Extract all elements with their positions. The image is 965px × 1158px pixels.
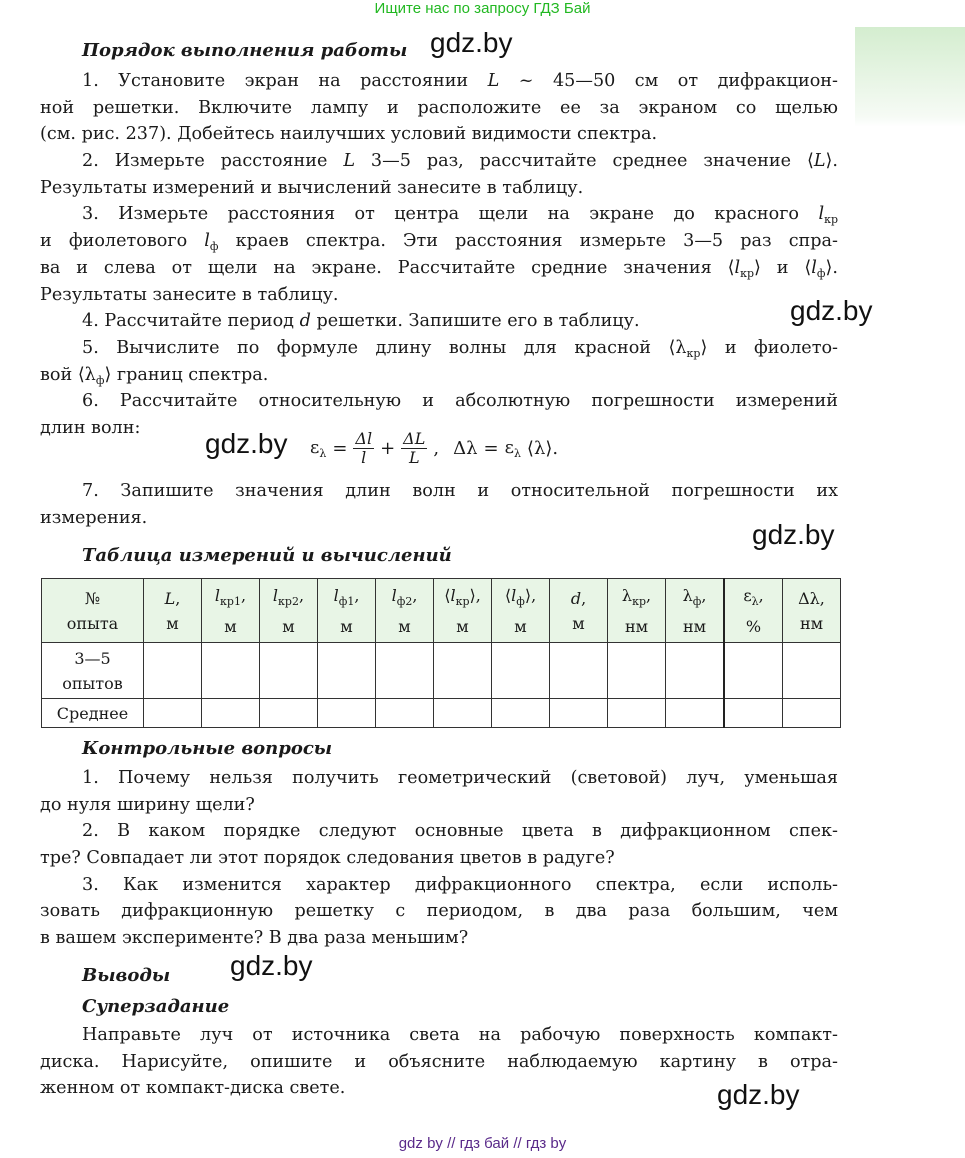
text-segment: ~ 45—50 см от дифракцион- [499,71,838,91]
header-unit: м [572,613,585,633]
text-line [40,201,838,228]
header-symbol [42,586,143,611]
text-line [40,1075,838,1102]
subscript: кр [632,594,646,608]
control-questions [40,765,838,952]
math-variable: l [734,257,741,278]
empty-cell [783,699,841,728]
text-segment: ⟩. [825,151,838,172]
text-segment: 1. Установите экран на расстоянии [82,71,488,91]
header-cell [550,579,608,643]
text-segment: Результаты измерений и вычислений занесите в таблицу. [40,177,584,198]
header-unit: м [340,616,353,636]
symbol: ε [743,585,752,605]
text-segment: решетки. Запишите его в таблицу. [310,311,640,332]
empty-cell [550,643,608,699]
section-heading-questions: Контрольные вопросы [82,738,333,759]
empty-cell [724,699,783,728]
text-segment: краев спектра. Эти расстояния измерьте 3—5 раз спра- [218,231,838,252]
math-variable: l [818,204,825,225]
header-unit: м [166,613,179,633]
symbol: L [164,588,176,608]
text-segment: длин волн: [40,417,141,438]
header-symbol [318,583,375,614]
header-cell [783,579,841,643]
text-segment: диска. Нарисуйте, опишите и объясните наблюдаемую картину в отра- [40,1051,838,1072]
math-variable: l [811,257,817,278]
symbol: , [819,588,825,608]
empty-cell [144,643,202,699]
text-line [40,121,838,148]
text-line [40,1049,838,1076]
header-cell [434,579,492,643]
text-line [40,148,838,175]
formula-eps: $\varepsilon_\lambda$ [504,437,521,460]
formula-plus: + [380,438,396,459]
text-line [40,898,838,925]
text-segment: 7. Запишите значения длин волн и относительной погрешности их [82,481,838,501]
header-unit: нм [799,613,824,633]
symbol: l [391,585,397,605]
subscript: ф [692,594,702,608]
text-line [40,792,838,819]
watermark: gdz.by [230,950,313,981]
text-line [40,308,838,335]
text-segment: ⟩ и фиолето- [700,337,838,358]
header-cell [724,579,783,643]
header-symbol [376,583,433,614]
header-unit: м [398,616,411,636]
empty-cell [202,643,260,699]
subscript: кр1 [220,594,241,608]
text-line [40,925,838,952]
empty-cell [260,643,318,699]
text-segment: ва и слева от щели на экране. Рассчитайте средние значения ⟨ [40,257,735,278]
watermark: gdz.by [752,519,835,550]
symbol: Δλ [798,588,820,608]
math-subscript: кр [740,266,755,280]
text-segment: и фиолетового [40,231,205,252]
formula-dlambda: Δλ [453,438,478,459]
text-segment: тре? Совпадает ли этот порядок следования цветов в радуге? [40,848,615,869]
row-label: опытов [62,673,123,693]
text-segment: женном от компакт-диска свете. [40,1078,346,1099]
empty-cell [608,643,666,699]
empty-cell [144,699,202,728]
header-symbol [492,583,549,614]
subscript: λ [751,594,759,608]
header-cell [608,579,666,643]
text-line [40,228,838,255]
formula-eps: $\varepsilon_\lambda$ [310,437,327,460]
header-cell [376,579,434,643]
symbol: , [240,585,247,605]
procedure-steps [40,68,838,442]
symbol: , [175,588,181,608]
subscript: кр2 [278,594,299,608]
math-variable: d [299,311,311,332]
header-cell [260,579,318,643]
footer-watermark: gdz by // гдз бай // гдз by [398,1135,567,1152]
header-unit: м [282,616,295,636]
text-segment: ⟩ границ спектра. [104,364,269,385]
symbol: l [214,585,221,605]
text-segment: вой ⟨λ [40,364,96,385]
text-segment: (см. рис. 237). Добейтесь наилучших условий видимости спектра. [40,124,658,145]
table-title: Таблица измерений и вычислений [82,545,452,566]
math-variable: L [343,151,355,172]
symbol: l [450,585,456,605]
empty-cell [666,643,725,699]
text-line [40,478,838,505]
subscript: ф1 [338,594,355,608]
symbol: № [84,588,101,608]
text-segment: ной решетки. Включите лампу и расположите ее за экраном со щелью [40,97,838,118]
subscript: ф2 [396,594,413,608]
symbol: d [570,588,582,608]
text-line [40,818,838,845]
text-line [40,872,838,899]
text-line [40,335,838,362]
text-segment: 1. Почему нельзя получить геометрический (световой) луч, уменьшая [82,768,838,788]
section-heading-procedure: Порядок выполнения работы [82,40,408,61]
row-label-cell [42,643,144,699]
header-symbol [666,583,723,614]
text-segment: 2. В каком порядке следуют основные цвета в дифракционном спек- [82,821,838,842]
header-cell [318,579,376,643]
text-segment: 3. Как изменится характер дифракционного спектра, если исполь- [82,874,838,895]
empty-cell [318,699,376,728]
empty-cell [376,699,434,728]
empty-cell [724,643,783,699]
text-segment: измерения. [40,507,148,528]
math-subscript: кр [686,346,701,360]
symbol: , [581,588,587,608]
fraction-dl-l: $\frac{\Delta l}{l}$ [355,429,373,467]
search-hint: Ищите нас по запросу ГДЗ Бай [374,0,591,17]
empty-cell [492,699,550,728]
text-segment: 5. Вычислите по формуле длину волны для красной ⟨λ [82,337,687,358]
symbol: ⟩, [524,585,537,605]
text-line [40,1022,838,1049]
row-label: Среднее [56,703,129,723]
math-subscript: ф [209,240,219,254]
text-segment: 4. Рассчитайте период [82,311,300,332]
math-variable: L [813,151,826,172]
text-line [40,175,838,202]
fraction-dL-L: $\frac{\Delta L}{L}$ [403,429,426,467]
header-symbol [434,583,491,614]
section-heading-supertask: Суперзадание [82,996,230,1017]
symbol: ⟨ [504,585,512,605]
text-line [40,255,838,282]
formula-equals: = [483,438,499,459]
empty-cell [492,643,550,699]
header-symbol [783,586,840,611]
math-subscript: ф [816,266,826,280]
text-segment: 6. Рассчитайте относительную и абсолютную погрешности измерений [82,391,838,412]
empty-cell [434,643,492,699]
symbol: λ [682,585,693,605]
symbol: l [272,585,279,605]
text-segment: ⟩ и ⟨ [754,257,812,278]
section-heading-conclusions: Выводы [82,965,171,986]
empty-cell [318,643,376,699]
text-line [40,505,838,532]
watermark: gdz.by [205,428,288,459]
formula-equals: = [332,438,348,459]
symbol: , [354,585,360,605]
symbol: , [701,585,707,605]
header-unit: м [456,616,469,636]
header-unit: м [514,616,527,636]
text-segment: 2. Измерьте расстояние [82,151,344,172]
formula-comma: , [433,438,440,459]
watermark: gdz.by [717,1079,800,1110]
text-line [40,765,838,792]
watermark: gdz.by [430,27,513,58]
text-segment: Направьте луч от источника света на рабочую поверхность компакт- [82,1025,838,1045]
empty-cell [260,699,318,728]
subscript: кр [455,594,470,608]
subscript: ф [516,594,525,608]
header-symbol [144,586,201,611]
text-line [40,68,838,95]
watermark: gdz.by [790,295,873,326]
symbol: l [333,585,339,605]
error-formula [310,430,558,467]
header-symbol [202,583,259,614]
symbol: , [412,585,418,605]
table-header-row [42,579,841,643]
formula-mean-lambda: ⟨λ⟩. [526,438,559,459]
symbol: , [758,585,764,605]
header-cell [202,579,260,643]
empty-cell [202,699,260,728]
header-cell [144,579,202,643]
text-line [40,845,838,872]
text-line [40,388,838,415]
math-variable: L [487,71,500,91]
symbol: , [645,585,652,605]
header-unit: % [745,616,762,636]
header-cell [666,579,725,643]
header-unit: м [224,616,237,636]
text-segment: 3. Измерьте расстояния от центра щели на экране до красного [82,204,819,225]
header-unit: нм [624,616,649,636]
symbol: l [511,585,517,605]
text-segment: Результаты занесите в таблицу. [40,284,339,305]
math-variable: l [204,231,210,252]
procedure-step-7 [40,478,838,531]
text-line [40,362,838,389]
header-symbol [260,583,317,614]
symbol: ⟩, [469,585,481,605]
empty-cell [434,699,492,728]
symbol: , [298,585,305,605]
header-unit: опыта [66,613,119,633]
measurements-table [41,578,841,728]
text-segment: в вашем эксперименте? В два раза меньшим? [40,928,469,949]
text-segment: до нуля ширину щели? [40,794,255,815]
math-subscript: ф [95,373,105,387]
text-segment: 3—5 раз, рассчитайте среднее значение ⟨ [355,151,814,172]
text-line [40,282,838,309]
empty-cell [666,699,725,728]
text-segment: зовать дифракционную решетку с периодом, в два раза большим, чем [40,901,838,922]
decorative-green-box [855,27,965,127]
empty-cell [376,643,434,699]
supertask-text [40,1022,838,1102]
text-line [40,95,838,122]
header-symbol [550,586,607,611]
header-cell [492,579,550,643]
table-row [42,643,841,699]
empty-cell [550,699,608,728]
empty-cell [608,699,666,728]
symbol: ⟨ [444,585,451,605]
header-cell [42,579,144,643]
text-segment: ⟩. [825,257,838,278]
header-symbol [725,583,782,614]
row-label: 3—5 [74,648,111,668]
row-label-cell [42,699,144,728]
table-row [42,699,841,728]
symbol: λ [621,585,633,605]
header-unit: нм [682,616,707,636]
empty-cell [783,643,841,699]
header-symbol [608,583,665,614]
math-subscript: кр [824,213,838,227]
